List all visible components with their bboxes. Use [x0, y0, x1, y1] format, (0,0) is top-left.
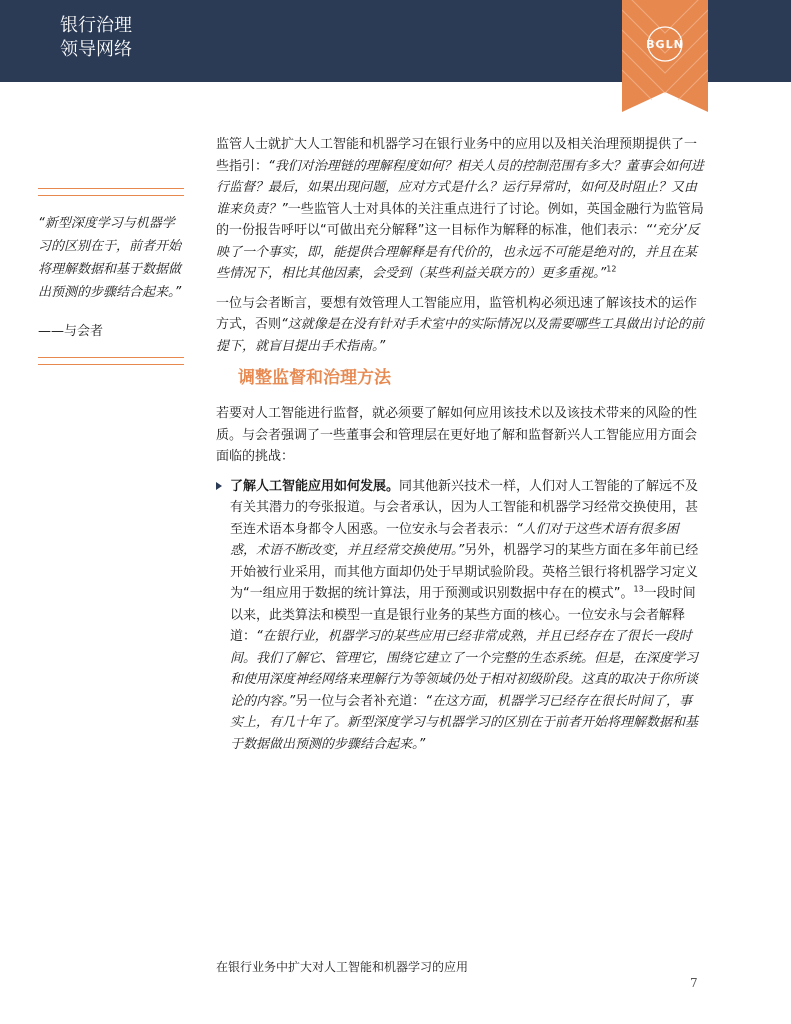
pull-quote-attribution: ——与会者 — [38, 324, 104, 339]
bottom-divider — [38, 357, 184, 365]
p2-text: 一位与会者断言，要想有效管理人工智能应用，监管机构必须迅速了解该技术的运作方式，否则 — [216, 295, 698, 332]
bullet-title: 了解人工智能应用如何发展。 — [230, 478, 400, 494]
bullet-quote-3: “在这方面，机器学习已经存在很长时间了，事实上，有几十年了。新型深度学习与机器学习的区别在于前者开始将理解数据和基于数据做出预测的步骤结合起来。” — [230, 693, 699, 752]
paragraph-2 — [216, 293, 704, 358]
paragraph-1 — [216, 134, 704, 285]
p1-quote-2: “‘充分’反映了一个事实，即，能提供合理解释是有代价的，也永远不可能是绝对的，并且在某些情况下，相比其他因素，会受到（某些利益关联方的）更多重视。” — [216, 223, 700, 281]
bgln-logo-ribbon — [622, 0, 708, 112]
bgln-logo-label: BGLN — [646, 38, 684, 51]
pull-quote-text: “新型深度学习与机器学习的区别在于，前者开始将理解数据和基于数据做出预测的步骤结合起来。” — [38, 216, 182, 300]
bullet-text-c: 一段时间以来，此类算法和模型一直是银行业务的某些方面的核心。一位安永与会者解释道： — [230, 586, 696, 644]
publication-title — [60, 14, 132, 62]
bullet-item — [216, 476, 704, 756]
p1-quote-1: “我们对治理链的理解程度如何？相关人员的控制范围有多大？董事会如何进行监督？最后，如果出现问题，应对方式是什么？运行异常时，如何及时阻止？又由谁来负责？” — [216, 158, 704, 217]
footnote-13: 13 — [633, 584, 644, 594]
paragraph-3: 若要对人工智能进行监督，就必须要了解如何应用该技术以及该技术带来的风险的性质。与会者强调了一些董事会和管理层在更好地了解和监督新兴人工智能应用方面会面临的挑战： — [216, 406, 698, 464]
bullet-text-b: 另外，机器学习的某些方面在多年前已经开始被行业采用，而其他方面却仍处于早期试验阶段。英格兰银行将机器学习定义为“一组应用于数据的统计算法，用于预测或识别数据中存在的模式”。 — [230, 543, 699, 601]
top-divider — [38, 188, 184, 196]
p1-text-a: 监管人士就扩大人工智能和机器学习在银行业务中的应用以及相关治理预期提供了一些指引： — [216, 137, 698, 174]
bullet-quote-1: “人们对于这些术语有很多困惑，术语不断改变，并且经常交换使用。” — [230, 521, 679, 558]
title-line-2: 领导网络 — [60, 39, 132, 60]
page-number: 7 — [690, 976, 698, 990]
bullet-triangle-icon — [216, 482, 222, 490]
bullet-text-d: 另一位与会者补充道： — [295, 693, 426, 709]
p1-text-b: 一些监管人士对具体的关注重点进行了讨论。例如，英国金融行为监管局的一份报告呼吁以“可做出充分解释”这一目标作为解释的标准，他们表示： — [216, 201, 704, 238]
footnote-12: 12 — [606, 264, 617, 274]
p2-quote: “这就像是在没有针对手术室中的实际情况以及需要哪些工具做出讨论的前提下，就盲目提出手术指南。” — [216, 317, 704, 354]
bullet-quote-2: “在银行业，机器学习的某些应用已经非常成熟，并且已经存在了很长一段时间。我们了解它、管理它，围绕它建立了一个完整的生态系统。但是，在深度学习和使用深度神经网络来理解行为等领域仍处于相对初级阶段。这真的取决于你所谈论的内容。” — [230, 629, 699, 709]
main-content — [216, 134, 704, 755]
title-line-1: 银行治理 — [60, 15, 132, 36]
pull-quote-box — [38, 188, 184, 365]
section-heading: 调整监督和治理方法 — [238, 368, 391, 388]
bullet-text-a: 同其他新兴技术一样，人们对人工智能的了解远不及有关其潜力的夸张报道。与会者承认，因为人工智能和机器学习经常交换使用，甚至连术语本身都令人困惑。一位安永与会者表示： — [230, 478, 699, 537]
footer-section-title: 在银行业务中扩大对人工智能和机器学习的应用 — [216, 960, 469, 974]
